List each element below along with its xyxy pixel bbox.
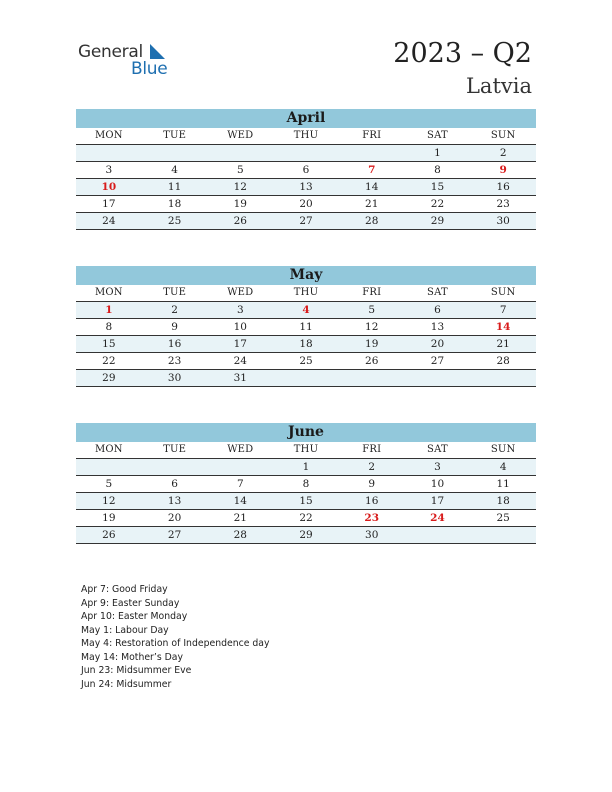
day-cell: 15 <box>430 181 445 193</box>
month-title: May <box>76 266 536 285</box>
weekday-label: MON <box>94 130 123 141</box>
day-cell: 25 <box>496 512 510 524</box>
day-cell <box>207 459 273 475</box>
day-cell: 20 <box>299 198 313 210</box>
generalblue-logo <box>78 42 178 82</box>
day-cell: 29 <box>299 529 313 541</box>
day-cell: 16 <box>365 495 379 507</box>
weekday-label: WED <box>227 287 254 298</box>
day-cell: 16 <box>167 338 182 350</box>
day-cell: 7 <box>236 478 244 490</box>
weekday-label: THU <box>293 287 319 298</box>
week-row <box>76 162 536 179</box>
day-cell <box>142 459 208 475</box>
month-june <box>76 423 536 544</box>
day-cell: 28 <box>233 529 247 541</box>
day-cell: 8 <box>434 164 441 176</box>
day-cell: 6 <box>171 478 178 490</box>
day-cell <box>405 370 471 386</box>
day-cell <box>76 459 142 475</box>
week-row <box>76 510 536 527</box>
month-title: April <box>76 109 536 128</box>
day-cell: 4 <box>499 461 507 473</box>
day-cell: 6 <box>434 304 441 316</box>
day-cell: 19 <box>233 198 247 210</box>
holiday-item: Jun 23: Midsummer Eve <box>81 665 192 676</box>
weekday-label: FRI <box>362 444 382 455</box>
day-cell: 29 <box>430 215 445 227</box>
day-cell <box>273 145 339 161</box>
day-cell: 5 <box>236 164 244 176</box>
day-cell <box>273 370 339 386</box>
month-title: June <box>76 423 536 442</box>
holiday-item: May 14: Mother’s Day <box>81 651 183 663</box>
logo-triangle-icon <box>148 44 166 60</box>
holiday-day-cell: 23 <box>364 512 380 524</box>
day-cell: 23 <box>167 355 182 367</box>
country-name: Latvia <box>465 74 532 98</box>
day-cell: 19 <box>102 512 116 524</box>
day-cell: 24 <box>102 215 116 227</box>
week-row <box>76 179 536 196</box>
logo-blue-text: Blue <box>131 59 168 79</box>
day-cell: 3 <box>236 304 244 316</box>
day-cell <box>207 145 273 161</box>
day-cell: 26 <box>233 215 247 227</box>
holiday-item: Apr 7: Good Friday <box>81 584 168 595</box>
holiday-day-cell: 10 <box>101 181 117 193</box>
day-cell: 13 <box>167 495 182 507</box>
weekday-header-row <box>76 442 536 459</box>
logo-general-text: General <box>78 42 143 62</box>
holiday-item: Apr 9: Easter Sunday <box>81 597 180 609</box>
day-cell: 15 <box>102 338 116 350</box>
holiday-list <box>81 583 269 691</box>
week-row <box>76 145 536 162</box>
day-cell: 29 <box>102 372 116 384</box>
week-row <box>76 459 536 476</box>
weekday-label: SUN <box>490 444 516 455</box>
day-cell: 16 <box>496 181 510 193</box>
weekday-label: SAT <box>427 444 448 455</box>
day-cell: 8 <box>302 478 310 490</box>
day-cell: 14 <box>365 181 379 193</box>
day-cell: 28 <box>365 215 379 227</box>
day-cell: 13 <box>299 181 313 193</box>
day-cell <box>76 145 142 161</box>
holiday-day-cell: 24 <box>430 512 445 524</box>
weekday-label: TUE <box>163 130 187 141</box>
weekday-label: TUE <box>163 444 187 455</box>
day-cell: 21 <box>496 338 510 350</box>
day-cell: 11 <box>167 181 182 193</box>
day-cell: 6 <box>302 164 310 176</box>
week-row <box>76 527 536 544</box>
month-april <box>76 109 536 230</box>
day-cell: 26 <box>365 355 379 367</box>
week-row <box>76 493 536 510</box>
weekday-header-row <box>76 285 536 302</box>
weekday-label: TUE <box>163 287 187 298</box>
weekday-label: SAT <box>427 130 448 141</box>
day-cell: 17 <box>430 495 445 507</box>
weekday-label: FRI <box>362 287 382 298</box>
day-cell: 1 <box>302 461 310 473</box>
day-cell <box>339 145 405 161</box>
day-cell: 12 <box>102 495 116 507</box>
day-cell: 21 <box>365 198 379 210</box>
weekday-label: MON <box>94 444 123 455</box>
page-title: 2023 – Q2 <box>393 38 532 69</box>
day-cell <box>470 527 536 543</box>
day-cell: 12 <box>365 321 379 333</box>
holiday-day-cell: 14 <box>495 321 511 333</box>
week-row <box>76 302 536 319</box>
day-cell: 23 <box>496 198 510 210</box>
day-cell: 21 <box>233 512 247 524</box>
month-may <box>76 266 536 387</box>
weekday-label: SAT <box>427 287 448 298</box>
day-cell: 7 <box>499 304 507 316</box>
day-cell: 22 <box>299 512 313 524</box>
day-cell: 31 <box>233 372 247 384</box>
holiday-day-cell: 9 <box>499 164 507 176</box>
day-cell: 13 <box>430 321 445 333</box>
day-cell: 27 <box>430 355 445 367</box>
day-cell: 10 <box>430 478 445 490</box>
day-cell: 11 <box>299 321 313 333</box>
day-cell: 18 <box>496 495 510 507</box>
day-cell: 8 <box>105 321 113 333</box>
day-cell: 11 <box>496 478 510 490</box>
day-cell: 10 <box>233 321 247 333</box>
holiday-day-cell: 7 <box>368 164 376 176</box>
day-cell <box>470 370 536 386</box>
weekday-label: FRI <box>362 130 382 141</box>
day-cell: 17 <box>102 198 116 210</box>
day-cell: 9 <box>171 321 178 333</box>
day-cell: 22 <box>430 198 445 210</box>
day-cell: 30 <box>167 372 182 384</box>
day-cell: 28 <box>496 355 510 367</box>
week-row <box>76 196 536 213</box>
day-cell: 26 <box>102 529 116 541</box>
day-cell: 5 <box>368 304 376 316</box>
day-cell: 17 <box>233 338 247 350</box>
day-cell: 14 <box>233 495 247 507</box>
week-row <box>76 319 536 336</box>
day-cell: 19 <box>365 338 379 350</box>
weekday-label: SUN <box>490 130 516 141</box>
week-row <box>76 476 536 493</box>
day-cell: 24 <box>233 355 247 367</box>
day-cell: 5 <box>105 478 113 490</box>
weekday-label: MON <box>94 287 123 298</box>
day-cell: 12 <box>233 181 247 193</box>
holiday-item: Jun 24: Midsummer <box>81 678 172 690</box>
day-cell <box>405 527 471 543</box>
day-cell: 15 <box>299 495 313 507</box>
day-cell: 30 <box>496 215 510 227</box>
week-row <box>76 213 536 230</box>
day-cell: 18 <box>167 198 182 210</box>
holiday-item: May 4: Restoration of Independence day <box>81 638 270 649</box>
weekday-label: WED <box>227 130 254 141</box>
day-cell: 1 <box>434 147 441 159</box>
day-cell: 18 <box>299 338 313 350</box>
holiday-item: Apr 10: Easter Monday <box>81 611 188 622</box>
week-row <box>76 353 536 370</box>
weekday-label: THU <box>293 444 319 455</box>
day-cell: 27 <box>167 529 182 541</box>
day-cell: 3 <box>434 461 441 473</box>
weekday-header-row <box>76 128 536 145</box>
holiday-item: May 1: Labour Day <box>81 624 169 636</box>
week-row <box>76 370 536 387</box>
day-cell: 20 <box>430 338 445 350</box>
day-cell <box>339 370 405 386</box>
weekday-label: THU <box>293 130 319 141</box>
day-cell: 3 <box>105 164 113 176</box>
day-cell: 2 <box>171 304 178 316</box>
day-cell: 9 <box>368 478 376 490</box>
day-cell: 30 <box>365 529 379 541</box>
weekday-label: WED <box>227 444 254 455</box>
holiday-day-cell: 1 <box>105 304 113 316</box>
holiday-day-cell: 4 <box>302 304 310 316</box>
week-row <box>76 336 536 353</box>
day-cell: 25 <box>167 215 182 227</box>
day-cell: 4 <box>171 164 178 176</box>
day-cell: 22 <box>102 355 116 367</box>
day-cell: 2 <box>499 147 507 159</box>
day-cell: 20 <box>167 512 182 524</box>
day-cell: 2 <box>368 461 376 473</box>
day-cell: 27 <box>299 215 313 227</box>
day-cell <box>142 145 208 161</box>
weekday-label: SUN <box>490 287 516 298</box>
day-cell: 25 <box>299 355 313 367</box>
